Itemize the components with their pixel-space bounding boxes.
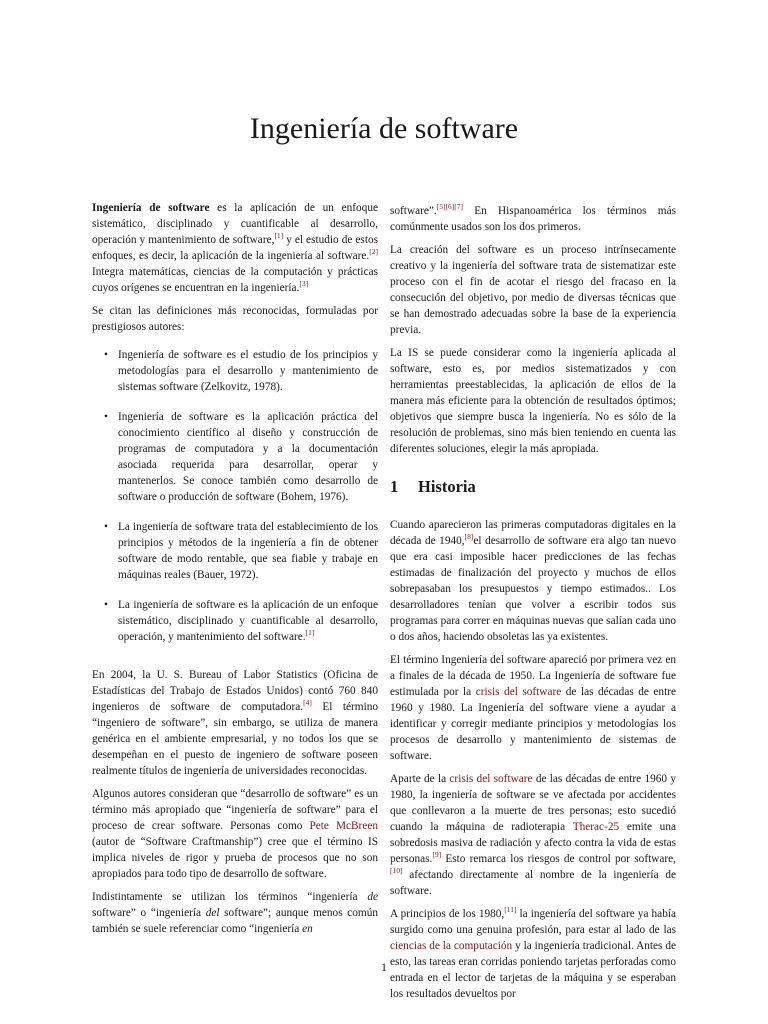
- citation-link[interactable]: [3]: [299, 279, 309, 289]
- citation-link[interactable]: [1]: [305, 628, 315, 638]
- therac-25-link[interactable]: Therac-25: [572, 821, 620, 833]
- creation-paragraph: La creación del software es un proceso intrínsecamente creativo y la ingeniería del software trata de sistematizar este proceso con el fin de acotar el riesgo del fracaso en la consecución del objetivo, por medio de diversas técnicas que se han demostrado adecuadas sobre la base de la experiencia previa.: [390, 244, 676, 336]
- right-column: [390, 203, 676, 1009]
- ciencias-computacion-link[interactable]: ciencias de la computación: [390, 940, 513, 952]
- list-item: • La ingeniería de software es la aplicación de un enfoque sistemático, disciplinado y cuantificable al desarrollo, operación, y mantenimiento del software.[1]: [104, 599, 378, 643]
- terms-continued-paragraph: software”.[5][6][7] En Hispanoamérica los términos más comúnmente usados son los dos primeros.: [390, 202, 676, 233]
- list-item: • La ingeniería de software trata del establecimiento de los principios y métodos de la ingeniería a fin de obtener software de modo rentable, que sea fiable y trabaje en máquinas reales (Bauer, 1972).: [104, 521, 378, 581]
- crisis-del-software-link[interactable]: crisis del software: [475, 686, 562, 698]
- history-paragraph-3: Aparte de la crisis del software de las décadas de entre 1960 y 1980, la ingeniería de software se ve afectada por accidentes que conllevaron a la muerte de tres personas; esto sucedió cuando la máquina de radioterapia Therac-25 emite una sobredosis masiva de radiación y afecto contra la vida de estas personas.[9] Esto remarca los riesgos de control por software,[10] afectando directamente al nombre de la ingeniería de software.: [390, 773, 676, 897]
- left-column: [92, 200, 378, 944]
- page-number: 1: [381, 960, 387, 974]
- citation-link[interactable]: [9]: [432, 850, 442, 860]
- citation-link[interactable]: [4]: [303, 698, 312, 708]
- citation-link[interactable]: [2]: [369, 247, 378, 257]
- page-title: Ingeniería de software: [249, 112, 519, 145]
- section-title: Historia: [418, 477, 476, 496]
- citation-link[interactable]: [11]: [504, 905, 517, 915]
- bullet-icon: •: [104, 349, 108, 361]
- intro-paragraph: Ingeniería de software es la aplicación de un enfoque sistemático, disciplinado y cuantificable al desarrollo, operación y mantenimiento de software,[1] y el estudio de estos enfoques, es decir, la aplicación de la ingeniería al software.[2] Integra matemáticas, ciencias de la computación y prácticas cuyos orígenes se encuentran en la ingeniería.[3]: [92, 202, 378, 294]
- citation-link[interactable]: [8]: [464, 532, 474, 542]
- crisis-del-software-link[interactable]: crisis del software: [449, 773, 533, 785]
- definitions-list: [92, 347, 378, 645]
- history-paragraph-4: A principios de los 1980,[11] la ingeniería del software ya había surgido como una genuina profesión, para estar al lado de las ciencias de la computación y la ingeniería tradicional. Antes de esto, las tareas eran corridas poniendo tarjetas perforadas como entrada en el lector de tarjetas de la máquina y se esperaban los resultados devueltos por: [390, 905, 677, 1000]
- pete-mcbreen-link[interactable]: Pete McBreen: [309, 820, 378, 832]
- citation-link[interactable]: [5][6][7]: [436, 202, 463, 212]
- is-definition-paragraph: La IS se puede considerar como la ingeniería aplicada al software, esto es, por medios sistematizados y con herramientas preestablecidas, la aplicación de ellos de la manera más eficiente para la obtención de resultados óptimos; objetivos que siempre busca la ingeniería. No es sólo de la resolución de problemas, sino más bien teniendo en cuenta las diferentes soluciones, elegir la más apropiada.: [390, 347, 676, 455]
- terminology-paragraph: Algunos autores consideran que “desarrollo de software” es un término más apropiado que “ingeniería de software” para el proceso de crear software. Personas como Pete McBreen (autor de “Software Craftmanship”) cree que el término IS implica niveles de rigor y prueba de procesos que no son apropiados para todo tipo de desarrollo de software.: [92, 788, 378, 880]
- history-paragraph-2: El término Ingeniería del software apareció por primera vez en a finales de la década de 1950. La Ingeniería de software fue estimulada por la crisis del software de las décadas de entre 1960 y 1980. La Ingeniería del software viene a ayudar a identificar y corregir mediante principios y metodologías los procesos de desarrollo y mantenimiento de sistemas de software.: [390, 654, 676, 762]
- section-number: 1: [390, 477, 399, 496]
- citation-link[interactable]: [10]: [390, 866, 403, 876]
- naming-paragraph: Indistintamente se utilizan los términos “ingeniería de software” o “ingeniería del software”; aunque menos común también se suele referenciar como “ingeniería en: [92, 891, 378, 935]
- bullet-icon: •: [104, 411, 108, 423]
- citation-link[interactable]: [1]: [274, 231, 284, 241]
- term-bold: Ingeniería de software: [92, 202, 210, 214]
- list-item: • Ingeniería de software es el estudio de los principios y metodologías para el desarrollo y mantenimiento de sistemas software (Zelkovitz, 1978).: [104, 349, 378, 393]
- section-heading-historia: [390, 479, 676, 495]
- definitions-intro-paragraph: Se citan las definiciones más reconocidas, formuladas por prestigiosos autores:: [92, 305, 378, 333]
- history-paragraph-1: Cuando aparecieron las primeras computadoras digitales en la década de 1940,[8]el desarrollo de software era algo tan nuevo que era casi imposible hacer predicciones de las fechas estimadas de finalización del proyecto y muchos de ellos sobrepasaban los presupuestos y tiempo estimados.. Los desarrolladores tenían que volver a escribir todos sus programas para correr en máquinas nuevas que salían cada uno o dos años, haciendo obsoletas las ya existentes.: [390, 519, 676, 643]
- statistics-paragraph: En 2004, la U. S. Bureau of Labor Statistics (Oficina de Estadísticas del Trabajo de Estados Unidos) contó 760 840 ingenieros de software de computadora.[4] El término “ingeniero de software”, sin embargo, se utiliza de manera genérica en el ambiente empresarial, y no todos los que se desempeñan en el puesto de ingeniero de software poseen realmente títulos de ingeniería de universidades reconocidas.: [92, 669, 379, 777]
- bullet-icon: •: [104, 599, 108, 611]
- bullet-icon: •: [104, 521, 108, 533]
- list-item: • Ingeniería de software es la aplicación práctica del conocimiento científico al diseño y construcción de programas de computadora y a la documentación asociada requerida para desarrollar, operar y mantenerlos. Se conoce también como desarrollo de software o producción de software (Bohem, 1976).: [104, 411, 378, 503]
